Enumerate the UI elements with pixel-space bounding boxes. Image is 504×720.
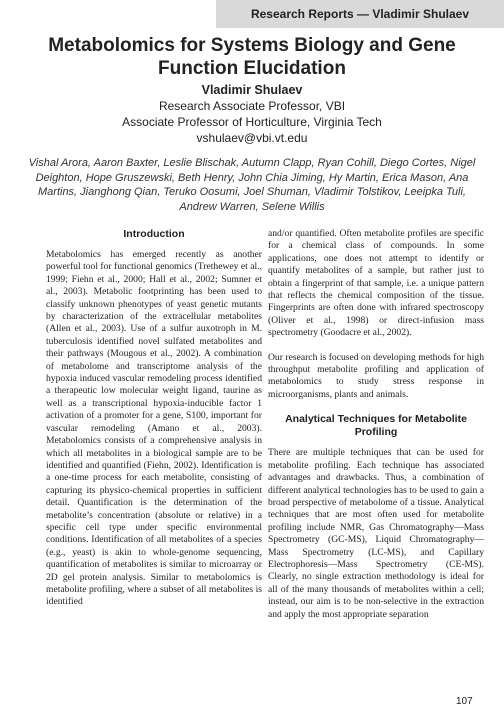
right-column — [268, 228, 484, 621]
analytical-techniques-paragraph-1: There are multiple techniques that can be used for metabolite profiling. Each technique has associated advantages and drawbacks. Thus, a combination of different analytical technologies has to be used to gain a broad perspective of metabolome of a tissue. Analytical techniques that are most often used for metabolite profiling include NMR, Gas Chromatography—Mass Spectrometry (GC-MS), Liquid Chromatography—Mass Spectrometry (LC-MS), and Capillary Electrophoresis—Mass Spectrometry (CE-MS). Clearly, no single extraction methodology is ideal for all of the many thousands of metabolites within a cell; instead, our aim is to be non-selective in the extraction and apply the most appropriate separation — [268, 447, 484, 620]
coauthor-list: Vishal Arora, Aaron Baxter, Leslie Blischak, Autumn Clapp, Ryan Cohill, Diego Cortes, Nigel Deighton, Hope Gruszewski, Beth Henry, John Chia Jiming, Hy Martin, Erica Mason, Ana Martins, Jianghong Qian, Teruko Oosumi, Joel Shuman, Vladimir Tolstikov, Leeipka Tuli, Andrew Warren, Selene Willis — [28, 157, 476, 213]
page-number: 107 — [456, 696, 473, 707]
author-department: Associate Professor of Horticulture, Virginia Tech — [122, 115, 382, 129]
introduction-heading: Introduction — [123, 228, 185, 240]
analytical-techniques-heading: Analytical Techniques for Metabolite Profiling — [285, 413, 467, 439]
introduction-paragraph-1: Metabolomics has emerged recently as another powerful tool for functional genomics (Trethewey et al., 1999; Fiehn et al., 2000; Hall et al., 2002; Sumner et al., 2003). Metabolic footprinting has been used to classify unknown phenotypes of yeast genetic mutants by characterization of the extracellular metabolites (Allen et al., 2003). Use of a sulfur auxotroph in M. tuberculosis identified novel sulfated metabolites and their pathways (Mougous et al., 2002). A combination of metabolome and transcriptome analysis of the hypoxia induced vascular remodeling process identified a therapeutic low molecular weight ligand, taurine as well as a transcriptional hypoxia-inducible factor 1 activation of a promoter for a gene, S100, important for vascular remodeling (Amano et al., 2003). Metabolomics consists of a comprehensive analysis in which all metabolites in a biological sample are to be identified and quantified (Fiehn, 2002). Identification is a one-time process for each metabolite, consisting of capturing its physico-chemical properties in sufficient detail. Quantification is the determination of the metabolite’s concentration (absolute or relative) in a specific cell type under specific environmental conditions. Identification of all metabolites of a species (e.g., yeast) is akin to whole-genome sequencing, quantification of metabolites is similar to microarray or 2D gel protein analysis. Similar to metabolomics is metabolite profiling, where a subset of all metabolites is identified — [46, 249, 262, 608]
left-column — [46, 228, 262, 609]
author-position: Research Associate Professor, VBI — [158, 99, 346, 113]
running-title: Research Reports — Vladimir Shulaev — [250, 7, 470, 21]
author-email: vshulaev@vbi.vt.edu — [196, 131, 308, 145]
article-title: Metabolomics for Systems Biology and Gene Function Elucidation — [48, 35, 456, 79]
author-block — [20, 82, 484, 146]
running-header — [216, 0, 504, 28]
author-name: Vladimir Shulaev — [201, 83, 303, 97]
introduction-paragraph-1-continued: and/or quantified. Often metabolite profiles are specific for a chemical class of compounds. In some applications, one does not attempt to identify or quantify metabolites of a sample, but rather just to obtain a fingerprint of that sample, i.e. a unique pattern that reflects the chemical composition of the tissue. Fingerprints are often done with infrared spectroscopy (Oliver et al., 1998) or direct-infusion mass spectrometry (Goodacre et al., 2002). — [268, 228, 484, 339]
introduction-paragraph-2: Our research is focused on developing methods for high throughput metabolite profiling and application of metabolomics to study stress response in microorganisms, plants and animals. — [268, 351, 484, 400]
